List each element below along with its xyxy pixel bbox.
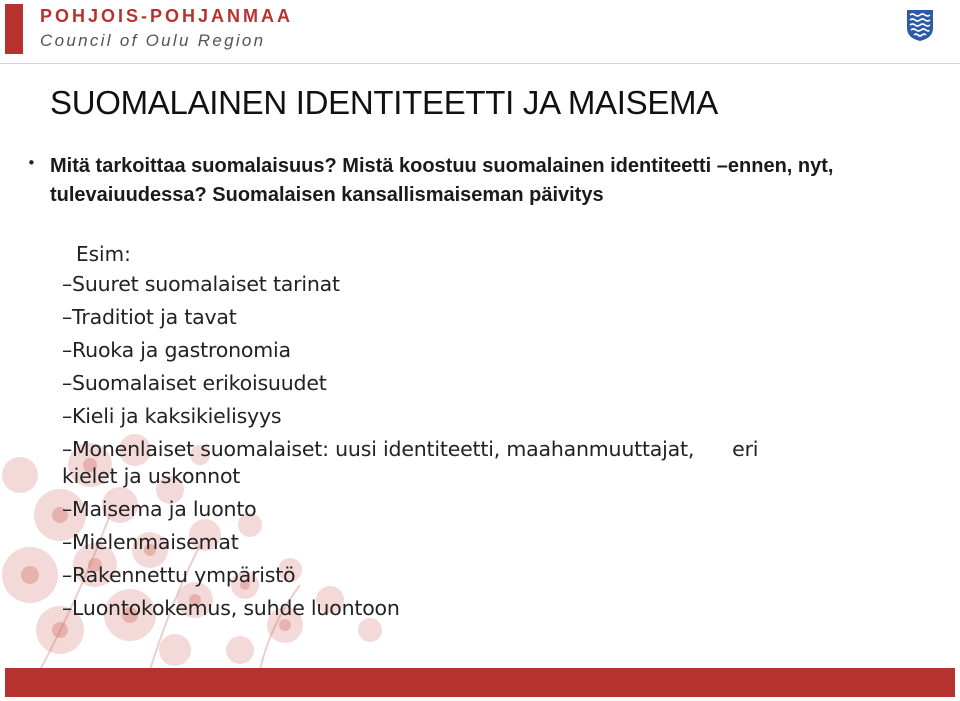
list-item: –Mielenmaisemat [62,530,239,554]
list-item-continuation: kielet ja uskonnot [62,464,241,488]
list-item: –Monenlaiset suomalaiset: uusi identiteetti, maahanmuuttajat, eri kielet ja uskonnot [62,437,759,488]
list-item: –Suuret suomalaiset tarinat [62,272,340,296]
example-label: Esim: [76,242,131,266]
list-item: –Suomalaiset erikoisuudet [62,371,327,395]
list-item: –Maisema ja luonto [62,497,257,521]
list-item: –Traditiot ja tavat [62,305,237,329]
footer-bar [5,668,955,697]
slide-title: SUOMALAINEN IDENTITEETTI JA MAISEMA [50,84,718,121]
organization-subtitle: Council of Oulu Region [40,31,266,50]
bullet-dot-icon: • [27,154,36,172]
list-item: –Rakennettu ympäristö [62,563,296,587]
list-item: –Ruoka ja gastronomia [62,338,291,362]
header-accent-bar [5,4,23,54]
list-item: –Kieli ja kaksikielisyys [62,404,282,428]
coat-of-arms-icon [906,9,934,42]
header-divider [0,63,960,64]
list-item: –Luontokokemus, suhde luontoon [62,596,400,620]
organization-name: POHJOIS-POHJANMAA [40,6,294,26]
main-bullet-text: Mitä tarkoittaa suomalaisuus? Mistä koostuu suomalainen identiteetti –ennen, nyt, tulevaiuudessa? Suomalaisen kansallismaiseman päivitys [50,155,834,206]
example-list [62,268,902,625]
list-item-extra: eri [732,437,759,461]
